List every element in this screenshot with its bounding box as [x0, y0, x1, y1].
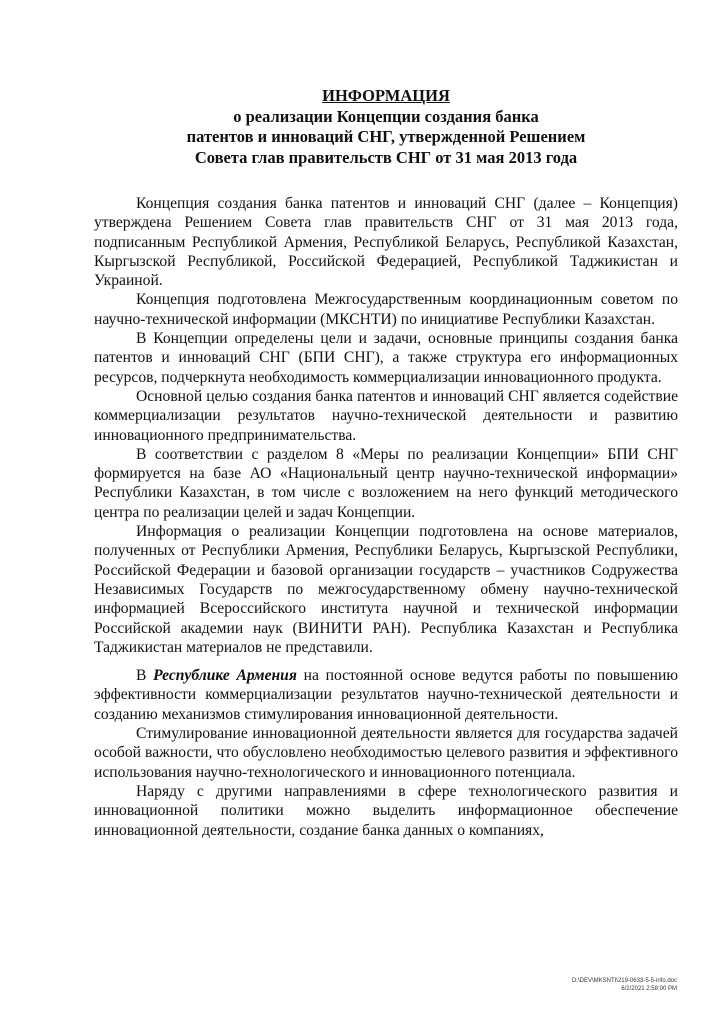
document-body [94, 194, 678, 840]
paragraph-3: В Концепции определены цели и задачи, основные принципы создания банка патентов и инноваций СНГ (БПИ СНГ), а также структура его информационных ресурсов, подчеркнута необходимость коммерциализации инновационного продукта. [94, 330, 678, 386]
paragraph-5: В соответствии с разделом 8 «Меры по реализации Концепции» БПИ СНГ формируется на базе АО «Национальный центр научно-технической информации» Республики Казахстан, в том числе с возложением на него функций методического центра по реализации целей и задач Концепции. [94, 445, 678, 521]
paragraph-7 [94, 666, 678, 724]
document-title: ИНФОРМАЦИЯ [322, 86, 450, 105]
footer-timestamp: 6/2/2021 2:58:00 PM [621, 986, 677, 992]
paragraph-6: Информация о реализации Концепции подготовлена на основе материалов, полученных от Республики Армения, Республики Беларусь, Кыргызской Республики, Российской Федерации и базовой организации государств – участников Содружества Независимых Государств по межгосударственному обмену научно-технической информацией Всероссийского института научной и технической информации Российской академии наук (ВИНИТИ РАН). Республика Казахстан и Республика Таджикистан материалов не представили. [94, 523, 678, 656]
paragraph-2: Концепция подготовлена Межгосударственным координационным советом по научно-технической информации (МКСНТИ) по инициативе Республики Казахстан. [94, 291, 678, 328]
paragraph-4: Основной целью создания банка патентов и инноваций СНГ является содействие коммерциализации результатов научно-технической деятельности и развитию инновационного предпринимательства. [94, 387, 678, 444]
subtitle-line-3: Совета глав правительств СНГ от 31 мая 2013 года [194, 147, 578, 167]
footer-file-path: D:\DEV\MKSNTI\219-0633-5-5-info.doc [571, 978, 677, 984]
paragraph-8: Стимулирование инновационной деятельности является для государства задачей особой важности, что обусловлено необходимостью целевого развития и эффективного использования научно-технологического и инновационного потенциала. [94, 725, 678, 781]
paragraph-7-rest: на постоянной основе ведутся работы по повышению эффективности коммерциализации результатов научно-технической деятельности и созданию механизмов стимулирования инновационной деятельности. [94, 667, 678, 723]
country-name-armenia: Республике Армения [153, 667, 297, 685]
paragraph-7-lead: В [136, 667, 147, 685]
subtitle-line-2: патентов и инноваций СНГ, утвержденной Решением [186, 127, 586, 146]
paragraph-1: Концепция создания банка патентов и инноваций СНГ (далее – Концепция) утверждена Решением Совета глав правительств СНГ от 31 мая 2013 года, подписанным Республикой Армения, Республикой Беларусь, Республикой Казахстан, Кыргызской Республикой, Российской Федерацией, Республикой Таджикистан и Украиной. [94, 195, 678, 290]
document-footer [572, 977, 677, 993]
document-header [94, 86, 678, 168]
subtitle-line-1: о реализации Концепции создания банка [233, 106, 539, 126]
paragraph-9: Наряду с другими направлениями в сфере технологического развития и инновационной политики можно выделить информационное обеспечение инновационной деятельности, создание банка данных о компаниях, [94, 782, 678, 839]
